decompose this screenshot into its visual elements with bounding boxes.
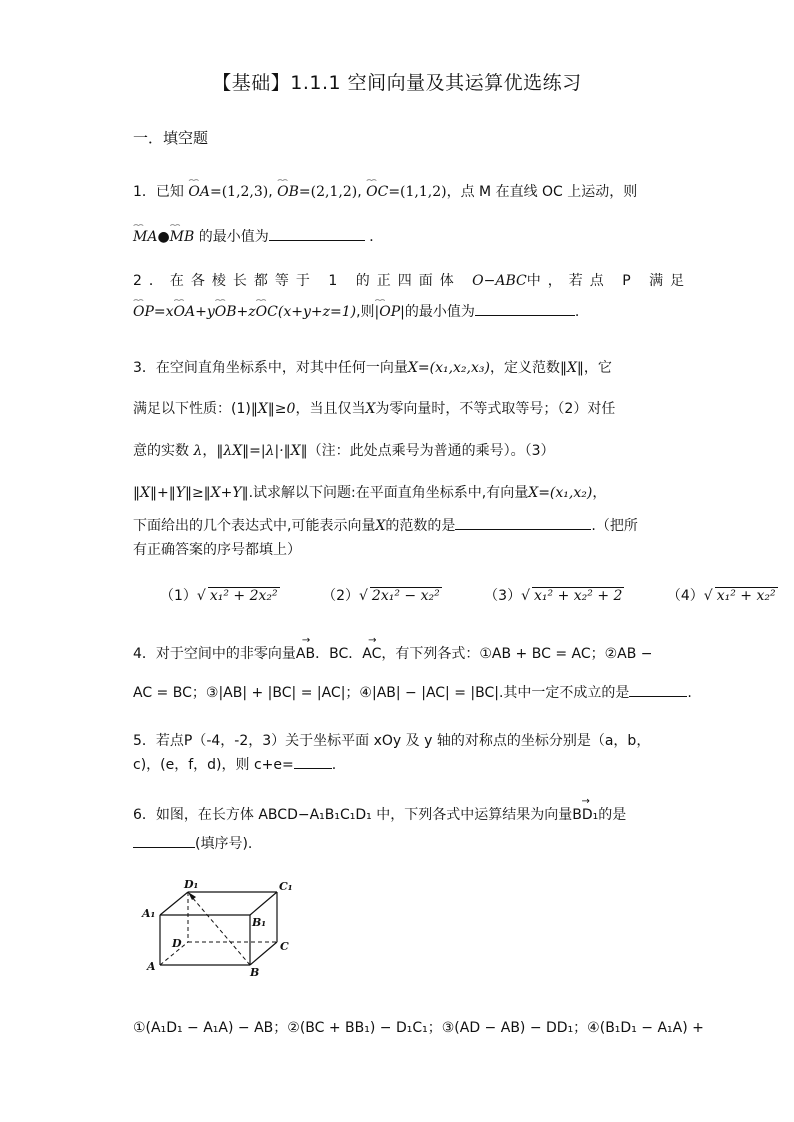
q3-plane-vector: X=(x₁,x₂)	[528, 485, 593, 501]
vector-oa: ⌢⌢ OA	[188, 184, 210, 200]
answer-blank-2[interactable]	[475, 301, 575, 316]
option-4-label: （4）	[666, 588, 704, 604]
q3-text-5a: 下面给出的几个表达式中,可能表示向量	[133, 518, 376, 534]
cuboid-figure	[140, 880, 310, 980]
q2-solid: O−ABC	[472, 273, 527, 289]
vector-oc-2: ⌢⌢ OC	[256, 304, 278, 320]
q1-end: ．	[369, 229, 384, 245]
option-2-expr: 2x₁² − x₂²	[371, 588, 440, 604]
q4-text-2d: .其中一定不成立的是	[498, 685, 630, 701]
label-a1: A₁	[142, 907, 156, 920]
option-4: （4）√ x₁² + x₂²	[666, 588, 776, 604]
question-3-line-3	[133, 440, 555, 460]
q3-options	[160, 585, 794, 605]
label-c1: C₁	[279, 880, 293, 893]
q1-tail: ，点 M 在直线 OC 上运动，则	[446, 184, 638, 200]
section-heading: 一．填空题	[133, 129, 209, 147]
question-5-line-1: 5．若点P（-4，-2，3）关于坐标平面 xOy 及 y 轴的对称点的坐标分别是（a，b，	[133, 733, 651, 749]
q3-text-4d: ，	[592, 485, 607, 501]
q1-oa-value: =(1,2,3)	[209, 184, 269, 200]
q2-end: .	[574, 304, 580, 320]
edge-a1d1	[160, 892, 188, 915]
vector-op: ⌢⌢ OP	[133, 304, 154, 320]
question-1-line-2	[133, 226, 383, 246]
answer-blank-4[interactable]	[629, 682, 687, 697]
question-1-line-1: 1．已知 ⌢⌢ OA=(1,2,3), ⌢⌢ OB=(2,1,2), ⌢⌢ OC=(1,1,2)，点 M 在直线 OC 上运动，则	[133, 181, 637, 201]
vector-ac: → AC	[362, 646, 381, 662]
answer-blank-6[interactable]	[133, 833, 195, 848]
question-6-line-1	[133, 804, 626, 824]
answer-blank-1[interactable]	[269, 226, 365, 241]
q3-text-1a: 3．在空间直角坐标系中，对其中任何一向量	[133, 360, 408, 376]
q3-vector-def: X=(x₁,x₂,x₃)	[407, 360, 490, 376]
label-b: B	[250, 966, 260, 979]
q4-text-2c: ；④	[345, 685, 372, 701]
q2-expr-1: =x	[153, 304, 174, 320]
q3-text-5c: 的范数的是	[385, 518, 456, 534]
q4-sep: ．BC．	[315, 646, 363, 662]
label-d1: D₁	[184, 880, 199, 891]
q6-text-1a: 6．如图，在长方体 ABCD−A₁B₁C₁D₁ 中，下列各式中运算结果为向量	[133, 807, 573, 823]
option-2: （2）√ 2x₁² − x₂²	[322, 588, 440, 604]
q3-text-2e: 为零向量时，不等式取等号；（2）对任	[375, 401, 616, 417]
q4-formula-2a: AB −	[617, 646, 653, 662]
q1-oc-value: =(1,1,2)	[388, 184, 447, 200]
q3-text-1c: ，定义范数	[489, 360, 560, 376]
answer-blank-3[interactable]	[455, 515, 591, 530]
vector-op-abs: ⌢⌢ |OP|	[375, 304, 405, 320]
option-3-label: （3）	[484, 588, 522, 604]
q6-text-2: (填序号).	[195, 836, 253, 852]
question-2-line-2	[133, 301, 579, 321]
option-3: （3）√ x₁² + x₂² + 2	[484, 588, 623, 604]
q4-formula-3: |AB| + |BC| = |AC|	[218, 685, 346, 701]
q4-formula-2b: AC = BC	[133, 685, 192, 701]
q4-text-1: 4．对于空间中的非零向量	[133, 646, 296, 662]
q3-text-2c: ，当且仅当	[295, 401, 366, 417]
q6-text-1b: 的是	[598, 807, 627, 823]
q2-tail: 中，若点 P 满足	[526, 273, 692, 289]
question-3-line-5	[133, 515, 638, 535]
q4-end: .	[687, 685, 692, 701]
q2-prefix: 2．在各棱长都等于 1 的正四面体	[133, 273, 461, 289]
question-2-line-1	[133, 270, 691, 290]
q5-end: .	[331, 757, 337, 773]
option-4-expr: x₁² + x₂²	[716, 588, 776, 604]
q3-lambda: λ	[193, 443, 203, 459]
label-a: A	[147, 960, 156, 973]
question-6-line-2	[133, 833, 252, 853]
question-3-line-6: 有正确答案的序号都填上）	[133, 542, 301, 558]
answer-blank-5[interactable]	[294, 754, 332, 769]
q3-x: X	[365, 401, 376, 417]
q4-text-2b: ；③	[191, 685, 219, 701]
q3-text-2a: 满足以下性质：(1)	[133, 401, 251, 417]
vector-oc: ⌢⌢ OC	[366, 184, 388, 200]
label-d: D	[172, 937, 182, 950]
option-1-expr: x₁² + 2x₂²	[209, 588, 278, 604]
diagonal-bd1	[191, 896, 250, 965]
question-3-line-4	[133, 482, 606, 502]
question-6-options: ①(A₁D₁ − A₁A) − AB；②(BC + BB₁) − D₁C₁；③(AD − AB) − DD₁；④(B₁D₁ − A₁A) +	[133, 1020, 704, 1036]
q4-formula-1: AB + BC = AC	[491, 646, 591, 662]
option-1-label: （1）	[160, 588, 197, 604]
q3-text-3a: 意的实数	[133, 443, 189, 459]
page-title: 【基础】1.1.1 空间向量及其运算优选练习	[212, 72, 582, 94]
q1-min-text: 的最小值为	[198, 229, 269, 245]
vector-ob: ⌢⌢ OB	[277, 184, 299, 200]
option-1: （1）√ x₁² + 2x₂²	[160, 588, 278, 604]
arrowhead-d1	[188, 892, 196, 900]
q4-text-1c: ；②	[590, 646, 618, 662]
option-2-label: （2）	[322, 588, 359, 604]
q3-x-2: X	[375, 518, 386, 534]
q2-expr-3: +z	[236, 304, 256, 320]
vector-bd1: → BD₁	[572, 807, 598, 823]
q2-expr-2: +y	[195, 304, 215, 320]
vector-ma: ⌢⌢ MA	[133, 229, 157, 245]
q4-formula-4: |AB| − |AC| = |BC|	[371, 685, 499, 701]
q3-text-1e: ，它	[583, 360, 612, 376]
q3-text-3c: ，	[202, 443, 217, 459]
edge-b1c1	[250, 892, 277, 915]
label-c: C	[280, 940, 289, 953]
vector-ob-2: ⌢⌢ OB	[215, 304, 237, 320]
question-5-line-2	[133, 754, 336, 774]
vector-oa-2: ⌢⌢ OA	[174, 304, 196, 320]
q3-text-4b: .试求解以下问题:在平面直角坐标系中,有向量	[248, 485, 529, 501]
q2-min-text: 的最小值为	[404, 304, 475, 320]
edge-bc	[250, 942, 277, 965]
q1-ob-value: =(2,1,2)	[298, 184, 358, 200]
dot-operator: ●	[157, 229, 170, 245]
q1-prefix: 1．已知	[133, 184, 184, 200]
question-3-line-1	[133, 357, 612, 377]
q3-prop-2: ‖λX‖=|λ|·‖X‖	[216, 443, 308, 459]
q3-prop-1: ‖X‖≥0	[250, 401, 296, 417]
question-3-line-2	[133, 398, 615, 418]
q2-then: ,则	[356, 304, 375, 320]
q3-norm: ‖X‖	[559, 360, 584, 376]
option-3-expr: x₁² + x₂² + 2	[534, 588, 623, 604]
question-4-line-2	[133, 682, 692, 702]
q4-text-1b: ，有下列各式：①	[381, 646, 492, 662]
vector-ab: → AB	[296, 646, 315, 662]
q3-text-3e: （注：此处点乘号为普通的乘号）。（3）	[307, 443, 555, 459]
q3-text-5d: .（把所	[591, 518, 638, 534]
vector-mb: ⌢⌢ MB	[170, 229, 195, 245]
q5-text-2a: c)，(e，f，d)，则 c+e=	[133, 757, 294, 773]
q3-prop-3: ‖X‖+‖Y‖≥‖X+Y‖	[133, 485, 249, 501]
q2-condition: (x+y+z=1)	[277, 304, 357, 320]
question-4-line-1	[133, 643, 653, 663]
label-b1: B₁	[252, 916, 267, 929]
